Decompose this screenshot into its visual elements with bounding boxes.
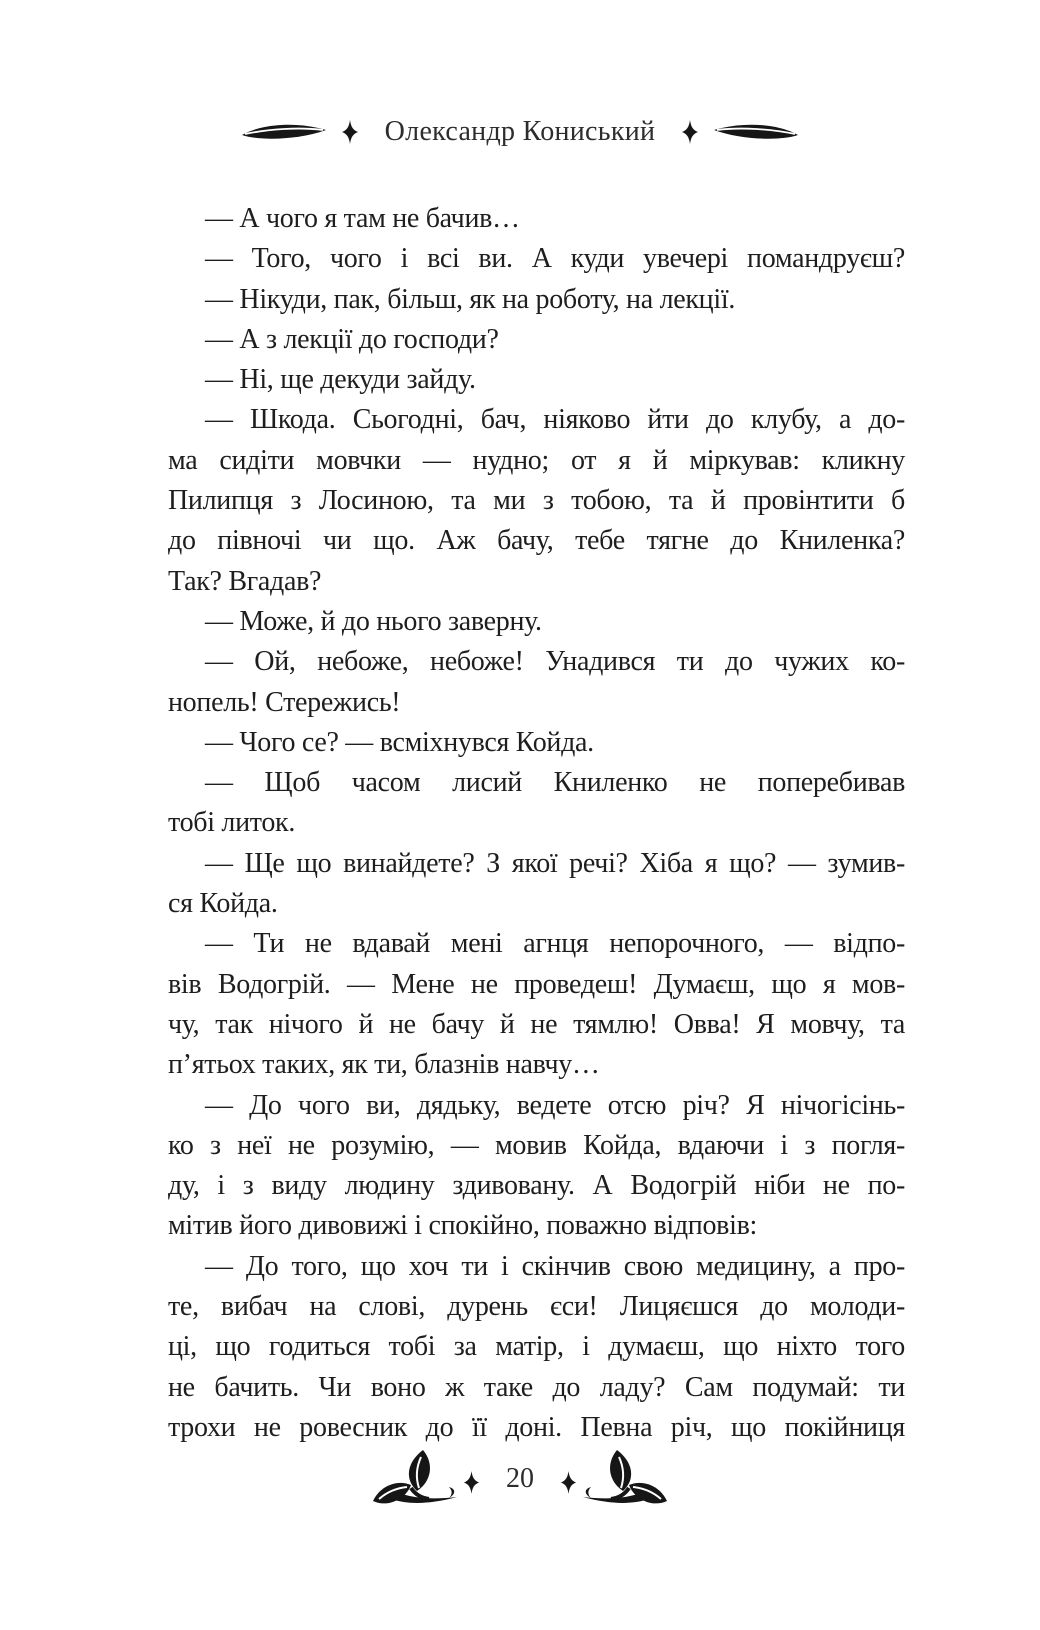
leaf-sprig-icon [581, 1448, 669, 1510]
text-line: — До чого ви, дядьку, ведете отсю річ? Я нічогісінь- [205, 1089, 905, 1121]
text-line: — Ти не вдавай мені агнця непорочного, — відпо- [205, 928, 905, 960]
text-line: тобі литок. [168, 807, 296, 839]
text-line: — Ще що винайдете? З якої речі? Хіба я що? — зумив- [205, 847, 905, 879]
text-line: Так? Вгадав? [168, 565, 322, 597]
text-line: вів Водогрій. — Мене не проведеш! Думаєш, що я мов- [168, 968, 905, 1000]
running-header [0, 116, 1040, 148]
text-line: те, вибач на слові, дурень єси! Лицяєшся до молоди- [168, 1291, 905, 1323]
text-line: нопель! Стережись! [168, 686, 401, 718]
text-line: до півночі чи що. Аж бачу, тебе тягне до Книленка? [168, 525, 905, 557]
text-line: — Ні, ще декуди зайду. [205, 364, 476, 396]
text-line: п’ятьох таких, як ти, блазнів навчу… [168, 1049, 600, 1081]
text-line: — А чого я там не бачив… [205, 203, 520, 234]
text-line: — Нікуди, пак, більш, як на роботу, на лекції. [205, 283, 736, 315]
text-line: Пилипця з Лосиною, та ми з тобою, та й провінтити б [168, 485, 905, 517]
running-header-author: Олександр Кониський [384, 116, 656, 147]
text-line: — Шкода. Сьогодні, бач, ніяково йти до клубу, а до- [205, 404, 905, 436]
text-line: ся Койда. [168, 888, 278, 920]
text-line: ці, що годиться тобі за матір, і думаєш, що ніхто того [168, 1331, 905, 1363]
page-number: 20 [506, 1463, 534, 1494]
four-point-star-icon [463, 1471, 480, 1494]
laurel-leaf-icon [713, 121, 799, 143]
four-point-star-icon [341, 120, 359, 144]
text-line: — Щоб часом лисий Книленко не поперебивав [205, 767, 905, 799]
page-footer [0, 1448, 1040, 1510]
text-line: ко з неї не розумію, — мовив Койда, вдаючи і з погля- [168, 1129, 905, 1161]
text-line: — А з лекції до господи? [205, 323, 499, 355]
text-line: — Чого се? — всміхнувся Койда. [205, 726, 594, 758]
four-point-star-icon [560, 1471, 577, 1494]
text-line: чу, так нічого й не бачу й не тямлю! Овва! Я мовчу, та [168, 1008, 905, 1040]
text-line: не бачить. Чи воно ж таке до ладу? Сам подумай: ти [168, 1371, 905, 1403]
text-line: ду, і з виду людину здивовану. А Водогрій ніби не по- [168, 1170, 905, 1202]
text-line: — Ой, небоже, небоже! Унадився ти до чужих ко- [205, 646, 905, 678]
text-line: трохи не ровесник до її доні. Певна річ, що покійниця [168, 1411, 905, 1443]
text-line: — Того, чого і всі ви. А куди увечері помандруєш? [205, 243, 905, 275]
leaf-sprig-icon [371, 1448, 459, 1510]
text-line: — До того, що хоч ти і скінчив свою медицину, а про- [205, 1250, 905, 1282]
laurel-leaf-icon [241, 121, 327, 143]
text-line: ма сидіти мовчки — нудно; от я й міркував: кликну [168, 444, 905, 476]
text-line: — Може, й до нього заверну. [205, 605, 542, 637]
four-point-star-icon [681, 120, 699, 144]
text-line: мітив його дивовижі і спокійно, поважно відповів: [168, 1210, 757, 1242]
text-block [168, 199, 905, 1448]
